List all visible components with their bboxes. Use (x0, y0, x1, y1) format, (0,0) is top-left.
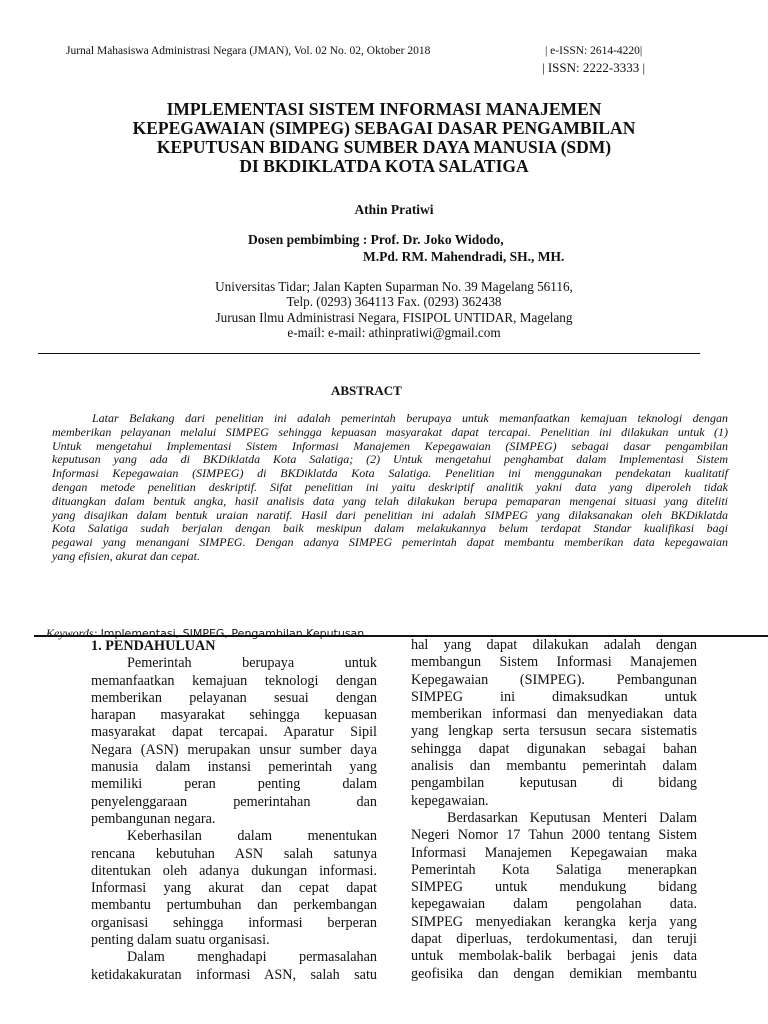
abstract-line: dituangkan dalam bentuk angka, hasil analisis data yang telah dilakukan berupa pemaparan mengenai situasi yang diteliti (52, 493, 728, 508)
abstract-line: memberikan pelayanan melalui SIMPEG sehingga kepuasan masyarakat dapat tercapai. Penelitian ini dilakukan untuk (1) (52, 424, 728, 439)
header-divider (38, 353, 700, 354)
body-line: membangun Sistem Informasi Manajemen (411, 654, 697, 671)
affiliation-line: Telp. (0293) 364113 Fax. (0293) 362438 (286, 294, 502, 310)
body-line: SIMPEG untuk mendukung bidang (411, 879, 697, 896)
body-line: pengambilan keputusan di bidang (411, 775, 697, 792)
body-line: penyelenggaraan pemerintahan dan (91, 793, 377, 810)
affiliation-line: Jurusan Ilmu Administrasi Negara, FISIPOL UNTIDAR, Magelang (215, 309, 573, 325)
title-line: KEPEGAWAIAN (SIMPEG) SEBAGAI DASAR PENGAMBILAN (132, 118, 636, 138)
right-column (411, 637, 697, 983)
body-line: hal yang dapat dilakukan adalah dengan (411, 637, 697, 653)
paper-title (0, 100, 768, 176)
abstract-line: Untuk mengetahui Implementasi Sistem Informasi Manajemen Kepegawaian (SIMPEG) sebagai dasar pengambilan (52, 438, 728, 453)
body-line: kepegawaian. (411, 792, 489, 809)
body-line: SIMPEG ini dimaksudkan untuk (411, 688, 697, 705)
body-line: yang lengkap serta tersusun secara sistematis (411, 723, 697, 740)
body-line: Berdasarkan Keputusan Menteri Dalam (447, 809, 697, 826)
body-line: Negeri Nomor 17 Tahun 2000 tentang Sistem (411, 827, 697, 844)
eissn-label: | e-ISSN: 2614-4220| (545, 45, 643, 57)
body-line: pembangunan negara. (91, 810, 216, 827)
body-line: organisasi sehingga informasi berperan (91, 914, 377, 931)
body-line: Pemerintah Kota Salatiga menerapkan (411, 861, 697, 878)
abstract-line: pegawai yang menangani SIMPEG. Dengan adanya SIMPEG pemerintah dapat membantu memberikan data kepegawaian (52, 535, 728, 550)
section-heading: 1. PENDAHULUAN (91, 638, 216, 654)
body-line: masyarakat dapat tercapai. Aparatur Sipil (91, 724, 377, 741)
body-line: Keberhasilan dalam menentukan (127, 828, 377, 845)
abstract-line: Informasi Kepegawaian (SIMPEG) di BKDiklatda Kota Salatiga. Penelitian ini menggunakan pendekatan kualitatif (52, 466, 728, 481)
body-line: dapat diperluas, terdokumentasi, dan teruji (411, 931, 697, 948)
abstract-line: yang disajikan dalam bentuk uraian naratif. Hasil dari penelitian ini adalah SIMPEG yang dilaksanakan oleh BKDiklatda (52, 507, 728, 522)
body-line: SIMPEG menyediakan kerangka kerja yang (411, 913, 697, 930)
body-line: Informasi yang akurat dan cepat dapat (91, 880, 377, 897)
body-line: Pemerintah berupaya untuk (127, 655, 377, 672)
body-line: kepegawaian dalam pengolahan data. (411, 896, 697, 913)
abstract-body (52, 412, 728, 564)
body-line: membantu pertumbuhan dan perkembangan (91, 897, 377, 914)
keywords-label: Keywords: (46, 626, 98, 640)
abstract-line: keputusan yang ada di BKDiklatda Kota Salatiga; (2) Untuk mengetahui penghambat dalam Implementasi Sistem (52, 452, 728, 467)
body-line: rencana kebutuhan ASN salah satunya (91, 845, 377, 862)
issn-label: | ISSN: 2222-3333 | (542, 60, 646, 75)
body-line: memanfaatkan kemajuan teknologi dengan (91, 672, 377, 689)
affiliation-line: Universitas Tidar; Jalan Kapten Suparman No. 39 Magelang 56116, (215, 279, 573, 294)
title-line: DI BKDIKLATDA KOTA SALATIGA (239, 156, 529, 176)
journal-header: Jurnal Mahasiswa Administrasi Negara (JMAN), Vol. 02 No. 02, Oktober 2018 (66, 45, 431, 57)
body-line: harapan masyarakat sehingga kepuasan (91, 707, 377, 724)
abstract-line: Latar Belakang dari penelitian ini adalah pemerintah berupaya untuk memanfaatkan kemajuan teknologi dengan (92, 411, 728, 425)
body-line: ditentukan oleh adanya dukungan informasi. (91, 862, 377, 879)
body-line: Negara (ASN) merupakan unsur sumber daya (91, 741, 377, 758)
body-line: untuk membolak-balik berbagai jenis data (411, 948, 697, 965)
title-line: KEPUTUSAN BIDANG SUMBER DAYA MANUSIA (SDM) (156, 137, 612, 157)
body-line: analisis dan membantu pemerintah dalam (411, 758, 697, 775)
title-line: IMPLEMENTASI SISTEM INFORMASI MANAJEMEN (166, 99, 602, 119)
affiliation-line: e-mail: e-mail: athinpratiwi@gmail.com (287, 325, 501, 341)
supervisor-line-2: M.Pd. RM. Mahendradi, SH., MH. (363, 249, 565, 264)
abstract-heading: ABSTRACT (331, 383, 402, 398)
abstract-line: Kota Salatiga sudah berjalan dengan baik meskipun dalam melakukannya belum terdapat Standar kualifikasi bagi (52, 521, 728, 536)
body-line: ketidakakuratan informasi ASN, salah satu (91, 966, 377, 983)
body-line: manusia dalam instansi pemerintah yang (91, 759, 377, 776)
abstract-line: dengan metode penelitian deskriptif. Sifat penelitian ini yaitu deskriptif analitik yakni data yang diperoleh tidak (52, 479, 728, 494)
supervisor-line-1: Dosen pembimbing : Prof. Dr. Joko Widodo, (248, 232, 504, 247)
body-line: Informasi Manajemen Kepegawaian maka (411, 844, 697, 861)
body-line: Dalam menghadapi permasalahan (127, 949, 377, 966)
body-line: geofisika dan dengan demikian membantu (411, 965, 697, 982)
body-line: penting dalam suatu organisasi. (91, 932, 270, 949)
body-line: memberikan pelayanan sesuai dengan (91, 689, 377, 706)
left-column (91, 638, 377, 984)
body-line: memberikan informasi dan menyediakan data (411, 706, 697, 723)
body-line: Kepegawaian (SIMPEG). Pembangunan (411, 671, 697, 688)
body-line: sehingga dapat digunakan sebagai bahan (411, 740, 697, 757)
abstract-line: yang efisien, akurat dan cepat. (52, 548, 200, 563)
affiliation (0, 279, 768, 341)
keywords-value: Implementasi, SIMPEG, Pengambilan Keputusan (100, 627, 365, 640)
body-line: memiliki peran penting dalam (91, 776, 377, 793)
author-name: Athin Pratiwi (354, 202, 434, 217)
